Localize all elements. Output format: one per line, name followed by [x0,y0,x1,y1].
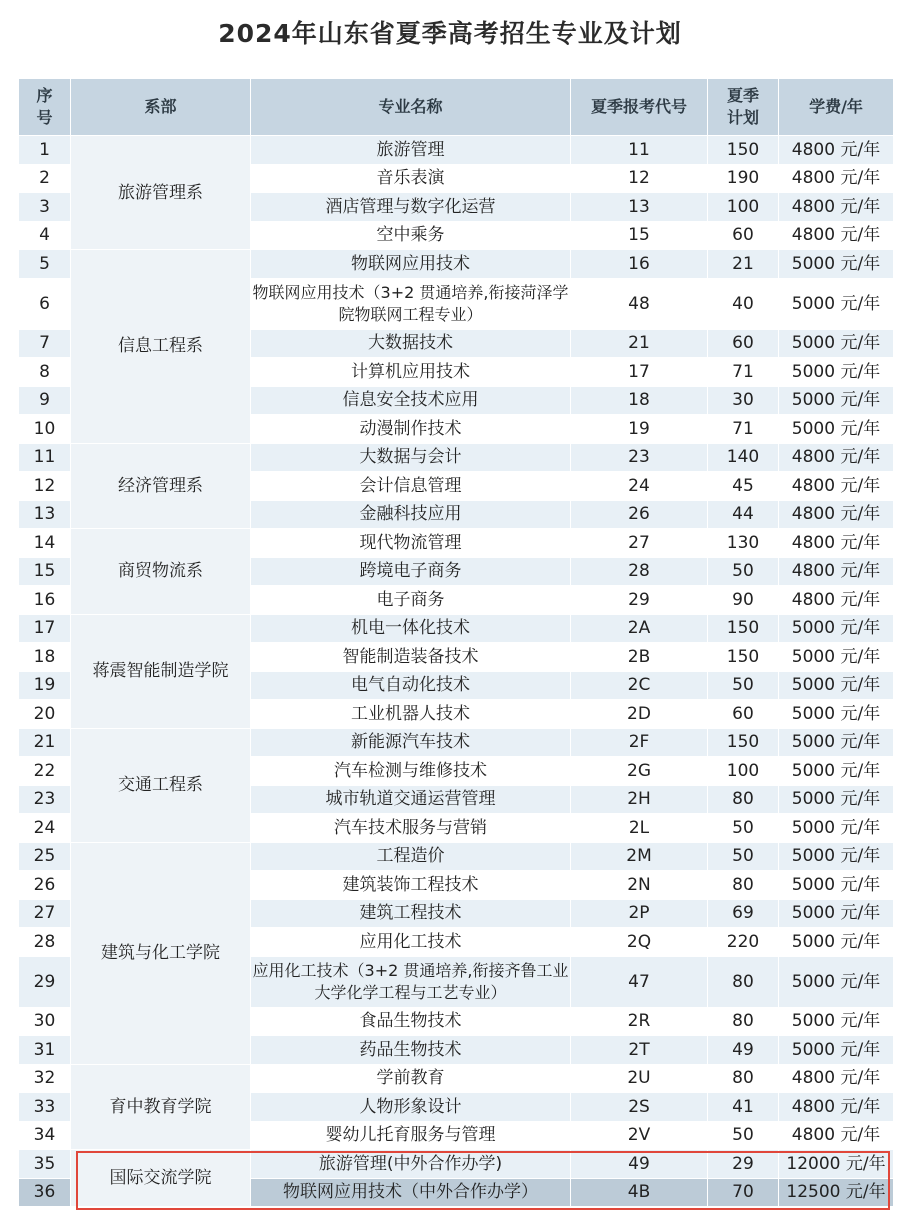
table-row [19,1150,894,1179]
row-index: 1 [19,136,71,165]
row-index: 6 [19,278,71,329]
exam-code: 15 [571,221,708,250]
major-name: 工业机器人技术 [251,700,571,729]
plan-count: 50 [708,671,779,700]
exam-code: 2S [571,1093,708,1122]
plan-count: 100 [708,757,779,786]
exam-code: 2Q [571,928,708,957]
major-name: 空中乘务 [251,221,571,250]
plan-count: 190 [708,164,779,193]
major-name: 食品生物技术 [251,1007,571,1036]
row-index: 33 [19,1093,71,1122]
plan-count: 80 [708,1064,779,1093]
major-name: 旅游管理 [251,136,571,165]
exam-code: 2V [571,1121,708,1150]
plan-count: 90 [708,586,779,615]
major-name: 城市轨道交通运营管理 [251,785,571,814]
plan-count: 130 [708,529,779,558]
row-index: 30 [19,1007,71,1036]
tuition-fee: 5000 元/年 [779,614,894,643]
enrollment-plan-table [18,78,894,1207]
header-index: 序号 [19,79,71,136]
major-name: 机电一体化技术 [251,614,571,643]
exam-code: 27 [571,529,708,558]
header-dept: 系部 [71,79,251,136]
row-index: 34 [19,1121,71,1150]
major-name: 电气自动化技术 [251,671,571,700]
major-name: 电子商务 [251,586,571,615]
row-index: 3 [19,193,71,222]
plan-count: 45 [708,472,779,501]
row-index: 10 [19,415,71,444]
major-name: 计算机应用技术 [251,358,571,387]
row-index: 27 [19,899,71,928]
major-name: 学前教育 [251,1064,571,1093]
tuition-fee: 5000 元/年 [779,814,894,843]
major-name: 物联网应用技术（3+2 贯通培养,衔接菏泽学院物联网工程专业） [251,278,571,329]
tuition-fee: 4800 元/年 [779,221,894,250]
tuition-fee: 4800 元/年 [779,164,894,193]
table-row [19,250,894,279]
tuition-fee: 5000 元/年 [779,1007,894,1036]
tuition-fee: 4800 元/年 [779,586,894,615]
plan-count: 50 [708,1121,779,1150]
tuition-fee: 5000 元/年 [779,358,894,387]
exam-code: 2C [571,671,708,700]
exam-code: 2U [571,1064,708,1093]
exam-code: 2B [571,643,708,672]
tuition-fee: 4800 元/年 [779,136,894,165]
page-title: 2024年山东省夏季高考招生专业及计划 [218,19,682,48]
plan-count: 71 [708,358,779,387]
plan-count: 220 [708,928,779,957]
row-index: 26 [19,871,71,900]
tuition-fee: 12500 元/年 [779,1178,894,1207]
row-index: 13 [19,500,71,529]
exam-code: 2G [571,757,708,786]
row-index: 17 [19,614,71,643]
tuition-fee: 4800 元/年 [779,529,894,558]
major-name: 应用化工技术 [251,928,571,957]
tuition-fee: 5000 元/年 [779,728,894,757]
plan-count: 60 [708,221,779,250]
row-index: 12 [19,472,71,501]
major-name: 汽车技术服务与营销 [251,814,571,843]
major-name: 动漫制作技术 [251,415,571,444]
tuition-fee: 5000 元/年 [779,278,894,329]
row-index: 2 [19,164,71,193]
header-major: 专业名称 [251,79,571,136]
row-index: 31 [19,1036,71,1065]
row-index: 9 [19,386,71,415]
row-index: 5 [19,250,71,279]
table-row [19,529,894,558]
exam-code: 48 [571,278,708,329]
major-name: 会计信息管理 [251,472,571,501]
tuition-fee: 4800 元/年 [779,1064,894,1093]
table-body [19,136,894,1207]
tuition-fee: 5000 元/年 [779,415,894,444]
tuition-fee: 5000 元/年 [779,329,894,358]
exam-code: 13 [571,193,708,222]
major-name: 大数据技术 [251,329,571,358]
tuition-fee: 4800 元/年 [779,443,894,472]
exam-code: 17 [571,358,708,387]
dept-cell: 经济管理系 [71,443,251,529]
table-row [19,136,894,165]
plan-count: 71 [708,415,779,444]
row-index: 16 [19,586,71,615]
tuition-fee: 4800 元/年 [779,193,894,222]
major-name: 信息安全技术应用 [251,386,571,415]
row-index: 32 [19,1064,71,1093]
table-row [19,728,894,757]
exam-code: 2T [571,1036,708,1065]
plan-count: 50 [708,557,779,586]
tuition-fee: 5000 元/年 [779,700,894,729]
exam-code: 23 [571,443,708,472]
table-row [19,443,894,472]
plan-count: 49 [708,1036,779,1065]
plan-count: 21 [708,250,779,279]
major-name: 金融科技应用 [251,500,571,529]
dept-cell: 育中教育学院 [71,1064,251,1150]
plan-count: 69 [708,899,779,928]
exam-code: 2L [571,814,708,843]
tuition-fee: 5000 元/年 [779,871,894,900]
plan-count: 150 [708,643,779,672]
plan-count: 140 [708,443,779,472]
dept-cell: 旅游管理系 [71,136,251,250]
plan-count: 41 [708,1093,779,1122]
exam-code: 2R [571,1007,708,1036]
major-name: 工程造价 [251,842,571,871]
dept-cell: 国际交流学院 [71,1150,251,1207]
plan-count: 70 [708,1178,779,1207]
major-name: 婴幼儿托育服务与管理 [251,1121,571,1150]
tuition-fee: 5000 元/年 [779,785,894,814]
exam-code: 19 [571,415,708,444]
plan-count: 80 [708,1007,779,1036]
major-name: 旅游管理(中外合作办学) [251,1150,571,1179]
table-header-row [19,79,894,136]
row-index: 11 [19,443,71,472]
tuition-fee: 4800 元/年 [779,1093,894,1122]
row-index: 21 [19,728,71,757]
plan-count: 50 [708,842,779,871]
plan-count: 30 [708,386,779,415]
exam-code: 2M [571,842,708,871]
exam-code: 26 [571,500,708,529]
row-index: 14 [19,529,71,558]
plan-count: 29 [708,1150,779,1179]
dept-cell: 商贸物流系 [71,529,251,615]
plan-count: 80 [708,785,779,814]
row-index: 4 [19,221,71,250]
tuition-fee: 5000 元/年 [779,842,894,871]
row-index: 19 [19,671,71,700]
row-index: 7 [19,329,71,358]
tuition-fee: 5000 元/年 [779,899,894,928]
row-index: 20 [19,700,71,729]
header-code: 夏季报考代号 [571,79,708,136]
exam-code: 2A [571,614,708,643]
exam-code: 49 [571,1150,708,1179]
major-name: 物联网应用技术 [251,250,571,279]
plan-count: 50 [708,814,779,843]
row-index: 24 [19,814,71,843]
tuition-fee: 4800 元/年 [779,472,894,501]
tuition-fee: 5000 元/年 [779,671,894,700]
plan-count: 150 [708,136,779,165]
exam-code: 4B [571,1178,708,1207]
row-index: 25 [19,842,71,871]
major-name: 物联网应用技术（中外合作办学） [251,1178,571,1207]
tuition-fee: 5000 元/年 [779,386,894,415]
exam-code: 2P [571,899,708,928]
exam-code: 18 [571,386,708,415]
table-row [19,614,894,643]
exam-code: 24 [571,472,708,501]
row-index: 8 [19,358,71,387]
tuition-fee: 5000 元/年 [779,1036,894,1065]
major-name: 大数据与会计 [251,443,571,472]
dept-cell: 交通工程系 [71,728,251,842]
exam-code: 2F [571,728,708,757]
header-plan: 夏季计划 [708,79,779,136]
tuition-fee: 4800 元/年 [779,500,894,529]
major-name: 酒店管理与数字化运营 [251,193,571,222]
plan-count: 150 [708,614,779,643]
row-index: 18 [19,643,71,672]
exam-code: 28 [571,557,708,586]
exam-code: 21 [571,329,708,358]
row-index: 29 [19,956,71,1007]
major-name: 新能源汽车技术 [251,728,571,757]
exam-code: 16 [571,250,708,279]
exam-code: 12 [571,164,708,193]
plan-count: 40 [708,278,779,329]
plan-count: 44 [708,500,779,529]
major-name: 现代物流管理 [251,529,571,558]
exam-code: 2H [571,785,708,814]
major-name: 音乐表演 [251,164,571,193]
header-fee: 学费/年 [779,79,894,136]
plan-count: 60 [708,700,779,729]
tuition-fee: 5000 元/年 [779,643,894,672]
dept-cell: 信息工程系 [71,250,251,444]
row-index: 28 [19,928,71,957]
tuition-fee: 5000 元/年 [779,757,894,786]
tuition-fee: 5000 元/年 [779,250,894,279]
dept-cell: 蒋震智能制造学院 [71,614,251,728]
table-row [19,1064,894,1093]
major-name: 应用化工技术（3+2 贯通培养,衔接齐鲁工业大学化学工程与工艺专业） [251,956,571,1007]
major-name: 建筑工程技术 [251,899,571,928]
plan-count: 80 [708,956,779,1007]
major-name: 建筑装饰工程技术 [251,871,571,900]
exam-code: 2N [571,871,708,900]
major-name: 智能制造装备技术 [251,643,571,672]
row-index: 23 [19,785,71,814]
row-index: 36 [19,1178,71,1207]
tuition-fee: 5000 元/年 [779,928,894,957]
major-name: 药品生物技术 [251,1036,571,1065]
exam-code: 29 [571,586,708,615]
plan-count: 100 [708,193,779,222]
exam-code: 47 [571,956,708,1007]
plan-count: 80 [708,871,779,900]
table-row [19,842,894,871]
tuition-fee: 4800 元/年 [779,1121,894,1150]
exam-code: 2D [571,700,708,729]
major-name: 汽车检测与维修技术 [251,757,571,786]
tuition-fee: 12000 元/年 [779,1150,894,1179]
plan-count: 150 [708,728,779,757]
major-name: 跨境电子商务 [251,557,571,586]
dept-cell: 建筑与化工学院 [71,842,251,1064]
tuition-fee: 5000 元/年 [779,956,894,1007]
exam-code: 11 [571,136,708,165]
row-index: 15 [19,557,71,586]
row-index: 35 [19,1150,71,1179]
row-index: 22 [19,757,71,786]
tuition-fee: 4800 元/年 [779,557,894,586]
major-name: 人物形象设计 [251,1093,571,1122]
plan-count: 60 [708,329,779,358]
